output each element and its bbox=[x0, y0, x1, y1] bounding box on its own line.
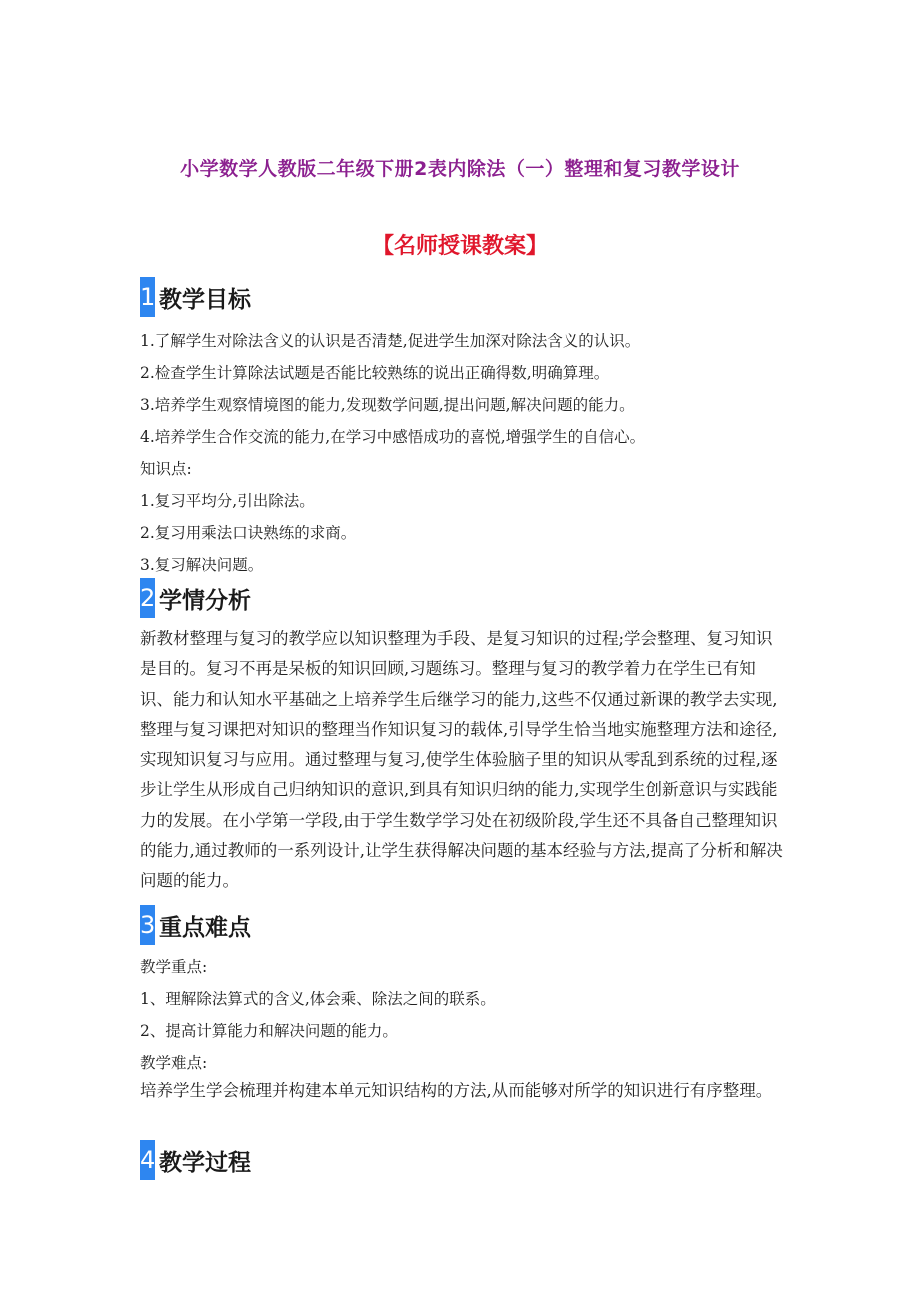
analysis-paragraph: 新教材整理与复习的教学应以知识整理为手段、是复习知识的过程;学会整理、复习知识是目的。复习不再是呆板的知识回顾,习题练习。整理与复习的教学着力在学生已有知识、能力和认知水平基础之上培养学生后继学习的能力,这些不仅通过新课的教学去实现,整理与复习课把对知识的整理当作知识复习的载体,引导学生恰当地实施整理方法和途径,实现知识复习与应用。通过整理与复习,使学生体验脑子里的知识从零乱到系统的过程,逐步让学生从形成自己归纳知识的意识,到具有知识归纳的能力,实现学生创新意识与实践能力的发展。在小学第一学段,由于学生数学学习处在初级阶段,学生还不具备自己整理知识的能力,通过教师的一系列设计,让学生获得解决问题的基本经验与方法,提高了分析和解决问题的能力。 bbox=[140, 629, 783, 891]
document-subtitle: 【名师授课教案】 bbox=[371, 234, 548, 259]
section-heading-2 bbox=[140, 578, 251, 618]
section-title: 教学目标 bbox=[159, 286, 251, 313]
section-number-badge: 2 bbox=[140, 578, 155, 618]
objective-line: 3.培养学生观察情境图的能力,发现数学问题,提出问题,解决问题的能力。 bbox=[140, 396, 635, 414]
difficulty-paragraph: 培养学生学会梳理并构建本单元知识结构的方法,从而能够对所学的知识进行有序整理。 bbox=[140, 1081, 773, 1100]
section-heading-1 bbox=[140, 277, 251, 317]
key-points-label: 教学重点: bbox=[140, 958, 208, 976]
section-title: 学情分析 bbox=[159, 587, 251, 614]
difficulty-label: 教学难点: bbox=[140, 1054, 208, 1072]
section-heading-4 bbox=[140, 1140, 251, 1180]
knowledge-point-line: 1.复习平均分,引出除法。 bbox=[140, 492, 315, 510]
section-title: 重点难点 bbox=[159, 914, 251, 941]
objective-line: 4.培养学生合作交流的能力,在学习中感悟成功的喜悦,增强学生的自信心。 bbox=[140, 428, 646, 446]
section-number-badge: 4 bbox=[140, 1140, 155, 1180]
section-heading-3 bbox=[140, 905, 251, 945]
section-title: 教学过程 bbox=[159, 1149, 251, 1176]
knowledge-points-label: 知识点: bbox=[140, 460, 192, 478]
section-number-badge: 3 bbox=[140, 905, 155, 945]
objective-line: 2.检查学生计算除法试题是否能比较熟练的说出正确得数,明确算理。 bbox=[140, 364, 610, 382]
objective-line: 1.了解学生对除法含义的认识是否清楚,促进学生加深对除法含义的认识。 bbox=[140, 332, 641, 350]
knowledge-point-line: 2.复习用乘法口诀熟练的求商。 bbox=[140, 524, 357, 542]
key-point-line: 2、提高计算能力和解决问题的能力。 bbox=[140, 1022, 398, 1040]
key-point-line: 1、理解除法算式的含义,体会乘、除法之间的联系。 bbox=[140, 990, 496, 1008]
knowledge-point-line: 3.复习解决问题。 bbox=[140, 556, 264, 574]
section-number-badge: 1 bbox=[140, 277, 155, 317]
document-title: 小学数学人教版二年级下册2表内除法（一）整理和复习教学设计 bbox=[180, 158, 740, 180]
